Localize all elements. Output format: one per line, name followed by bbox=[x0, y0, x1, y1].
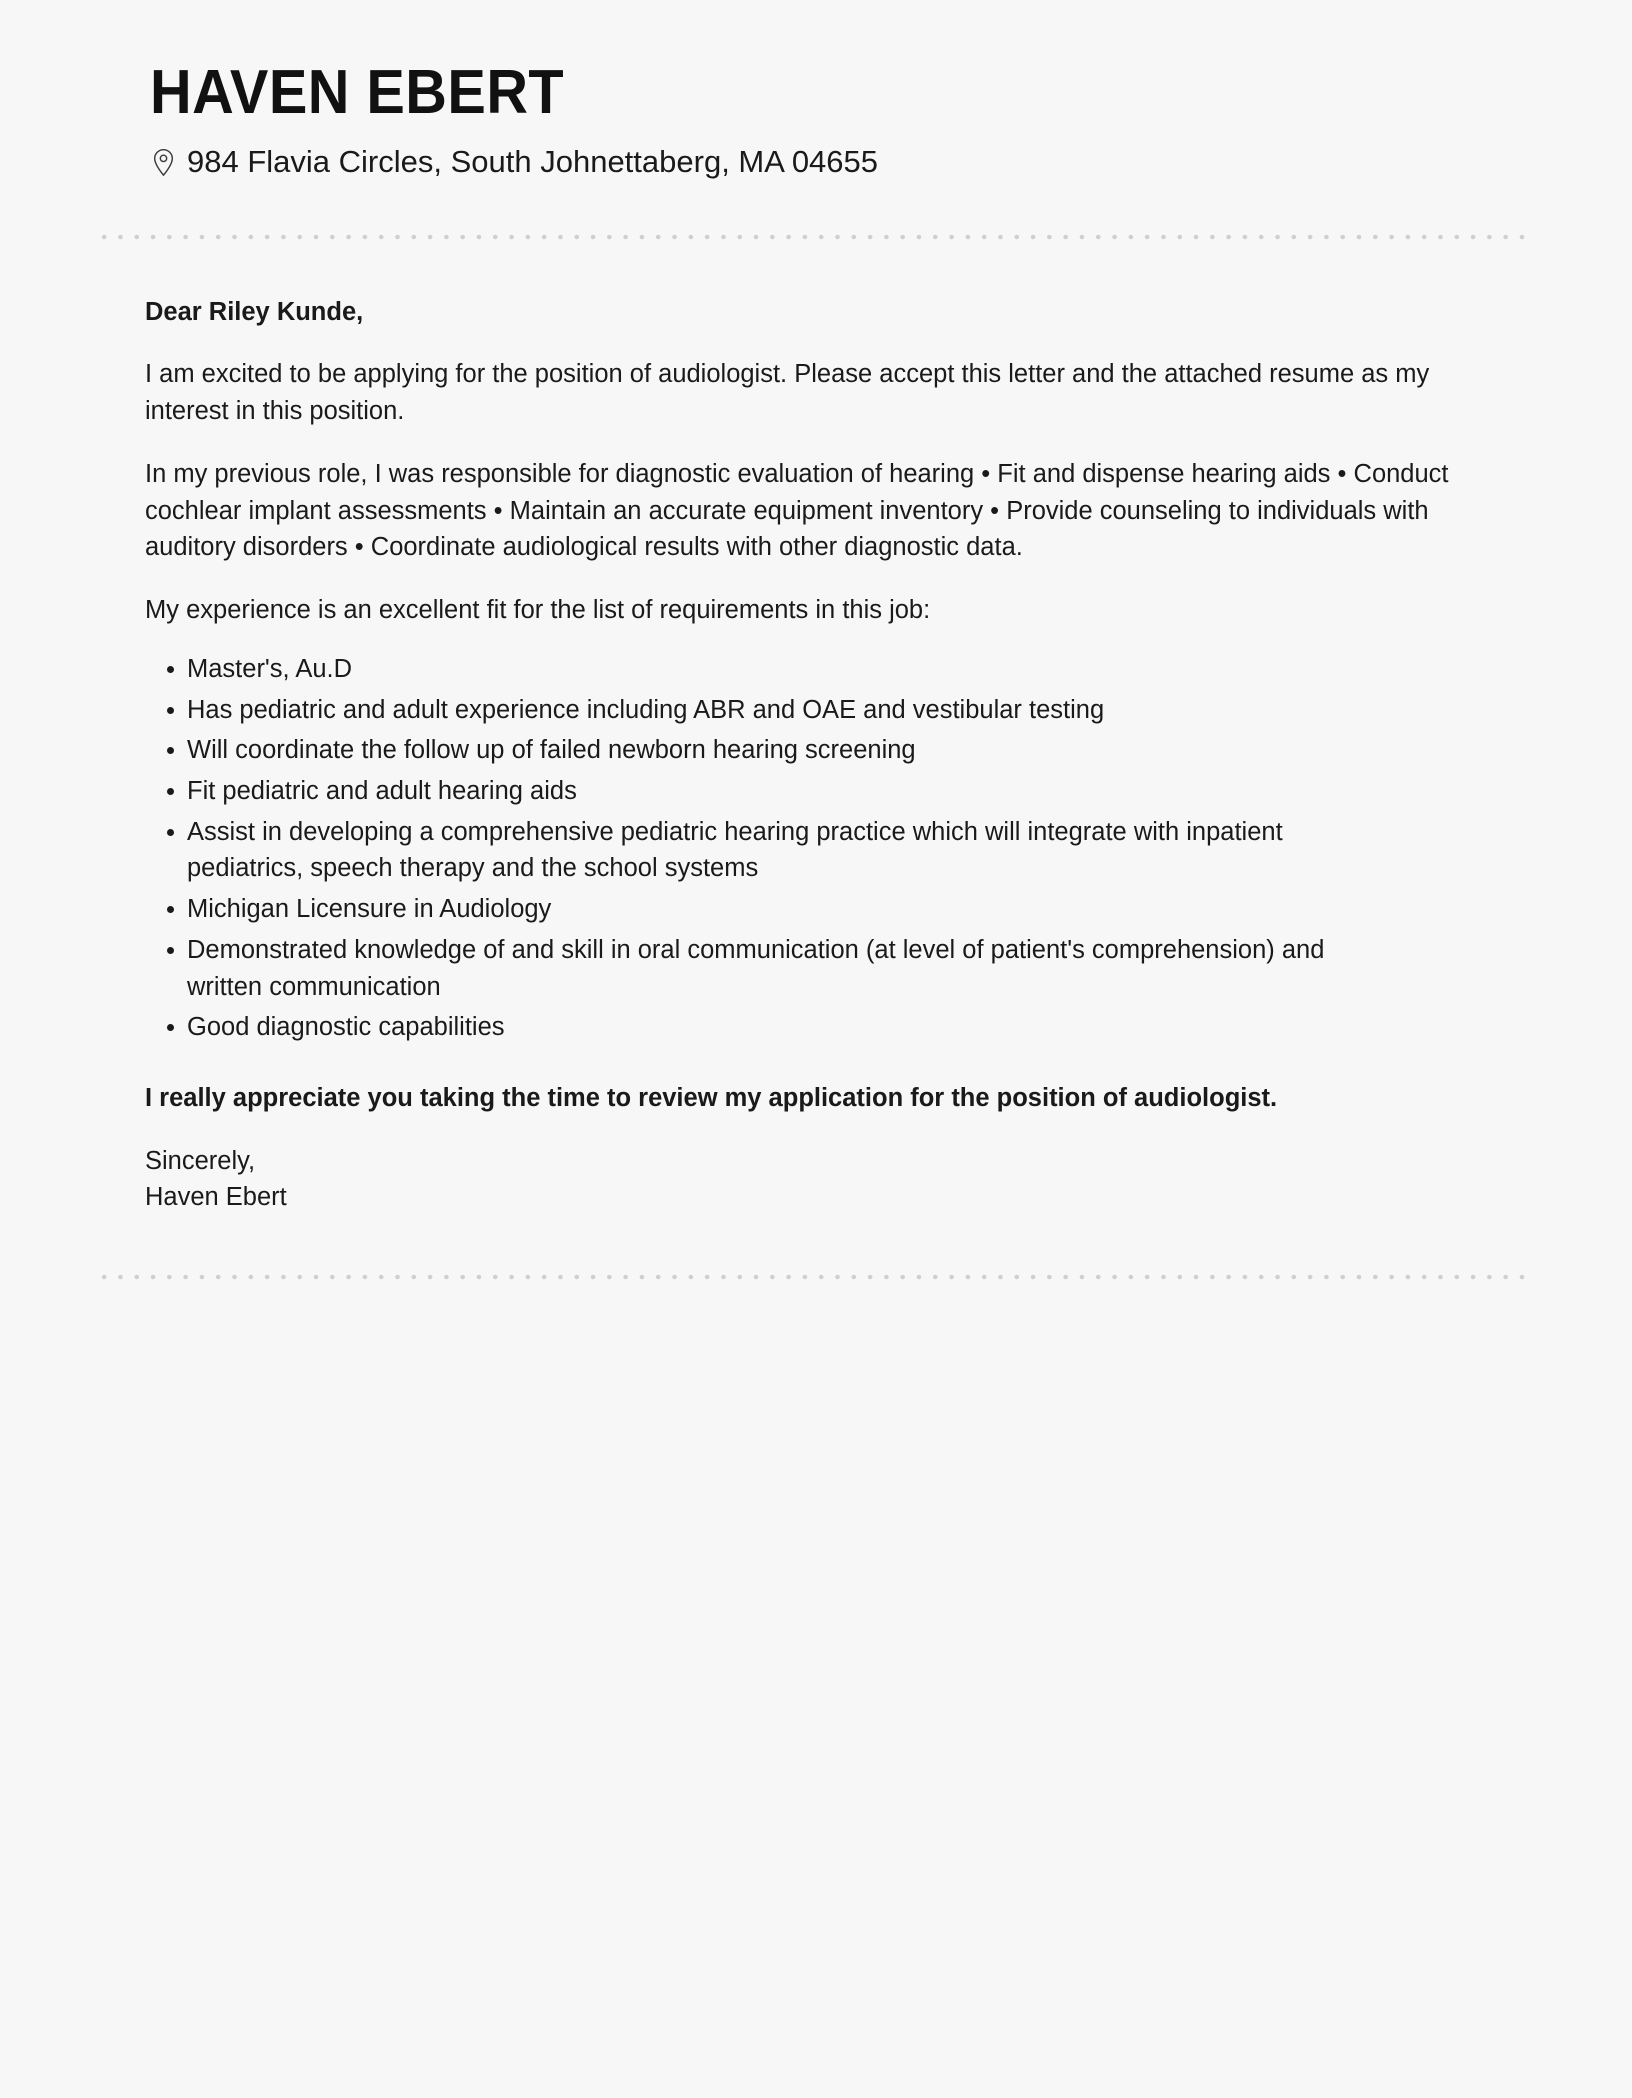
list-item: Master's, Au.D bbox=[145, 651, 1367, 688]
requirements-list bbox=[145, 651, 1450, 1046]
list-item: Fit pediatric and adult hearing aids bbox=[145, 773, 1367, 810]
letter-body bbox=[0, 294, 1632, 1216]
letter-header bbox=[0, 0, 1632, 182]
map-pin-icon bbox=[150, 146, 176, 178]
salutation: Dear Riley Kunde, bbox=[145, 297, 364, 326]
divider-top bbox=[96, 234, 1536, 240]
list-item: Has pediatric and adult experience including ABR and OAE and vestibular testing bbox=[145, 692, 1367, 729]
contact-address-line bbox=[150, 143, 1632, 182]
experience-paragraph: In my previous role, I was responsible for diagnostic evaluation of hearing • Fit and dispense hearing aids • Conduct cochlear implant assessments • Maintain an accurate equipment inventory • Provide counseling to individuals with auditory disorders • Coordinate audiological results with other diagnostic data. bbox=[145, 459, 1449, 562]
closing-statement: I really appreciate you taking the time to review my application for the position of audiologist. bbox=[145, 1083, 1278, 1112]
list-item: Will coordinate the follow up of failed newborn hearing screening bbox=[145, 732, 1367, 769]
signoff-name: Haven Ebert bbox=[145, 1183, 287, 1212]
list-item: Michigan Licensure in Audiology bbox=[145, 891, 1367, 928]
list-item: Assist in developing a comprehensive pediatric hearing practice which will integrate with inpatient pediatrics, speech therapy and the school systems bbox=[145, 814, 1367, 887]
address-text: 984 Flavia Circles, South Johnettaberg, MA 04655 bbox=[187, 144, 879, 179]
signoff-salutation: Sincerely, bbox=[145, 1146, 256, 1175]
signoff-block bbox=[145, 1143, 1450, 1216]
list-item: Good diagnostic capabilities bbox=[145, 1009, 1367, 1046]
divider-bottom bbox=[96, 1274, 1536, 1280]
page-title: HAVEN EBERT bbox=[150, 58, 565, 127]
intro-paragraph: I am excited to be applying for the position of audiologist. Please accept this letter and the attached resume as my interest in this position. bbox=[145, 360, 1430, 426]
requirements-intro-paragraph: My experience is an excellent fit for the list of requirements in this job: bbox=[145, 596, 931, 625]
list-item: Demonstrated knowledge of and skill in oral communication (at level of patient's comprehension) and written communication bbox=[145, 932, 1367, 1005]
